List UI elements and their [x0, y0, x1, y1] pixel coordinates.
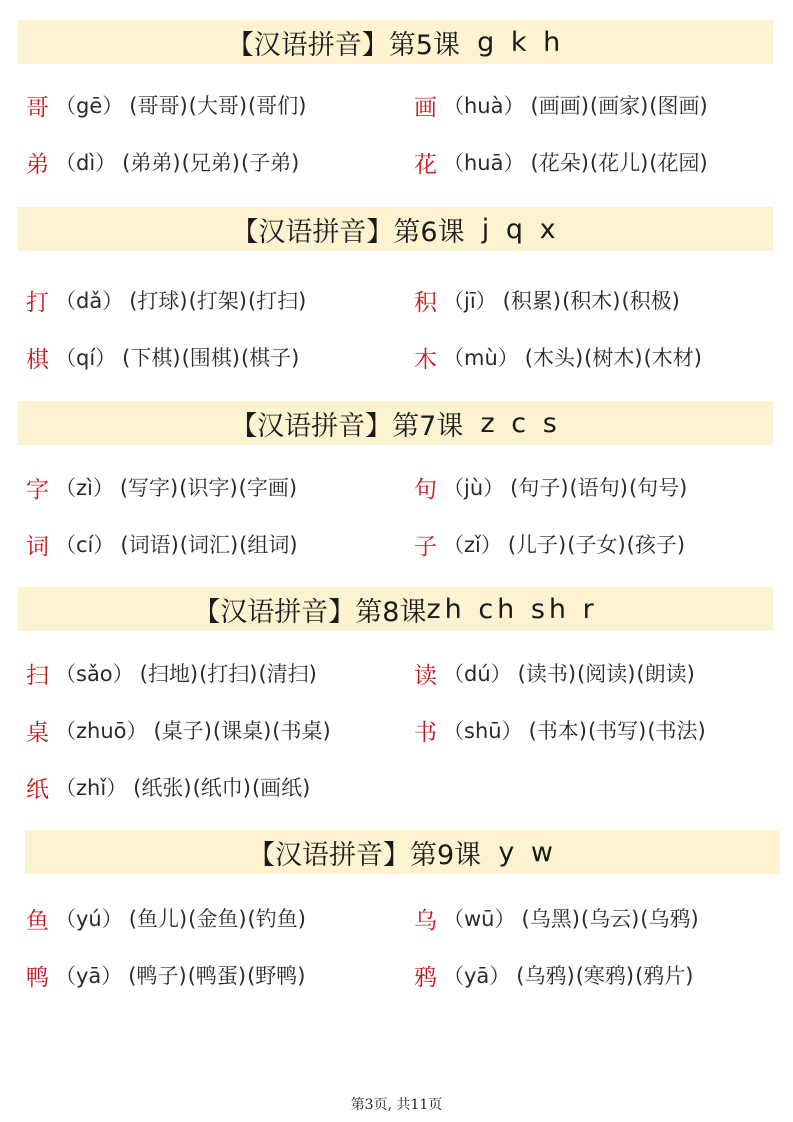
character: 积 — [414, 289, 437, 316]
word: (乌鸦) — [640, 907, 699, 931]
character-entry — [414, 656, 696, 690]
word: (鸭子) — [128, 964, 187, 988]
word: (桌子) — [153, 719, 212, 743]
word: (书写) — [587, 719, 647, 743]
pinyin: （cí） — [55, 533, 115, 557]
word: (子弟) — [240, 151, 300, 175]
character: 桌 — [26, 719, 49, 746]
character: 书 — [414, 719, 437, 746]
pinyin: （jù） — [443, 476, 505, 500]
character-entry — [414, 713, 707, 747]
word: (字画) — [238, 476, 298, 500]
word: (图画) — [649, 94, 708, 118]
word: (打扫) — [199, 662, 258, 686]
word: (花儿) — [589, 151, 649, 175]
lesson-letters: g k h — [477, 26, 565, 58]
pinyin: （sǎo） — [55, 662, 134, 686]
word: (语句) — [569, 476, 628, 500]
character: 读 — [414, 662, 437, 689]
word: (鸦片) — [635, 964, 694, 988]
word: (书桌) — [272, 719, 331, 743]
word: (清扫) — [258, 662, 317, 686]
character-entry — [26, 340, 300, 374]
pinyin: （qí） — [55, 346, 117, 370]
pinyin: （mù） — [443, 346, 519, 370]
lesson-header — [18, 401, 773, 445]
pinyin: （huà） — [443, 94, 525, 118]
word: (金鱼) — [188, 907, 247, 931]
word: (打架) — [188, 289, 247, 313]
word: (读书) — [517, 662, 577, 686]
pinyin: （huā） — [443, 151, 525, 175]
word: (画家) — [589, 94, 649, 118]
word: (大哥) — [188, 94, 248, 118]
lesson-letters: j q x — [481, 213, 560, 245]
word: (哥们) — [248, 94, 307, 118]
character-entry — [26, 770, 311, 804]
character-entry — [414, 470, 688, 504]
word: (树木) — [584, 346, 643, 370]
word: (鱼儿) — [128, 907, 188, 931]
character: 句 — [414, 476, 437, 503]
word: (弟弟) — [122, 151, 181, 175]
word: (课桌) — [212, 719, 272, 743]
word: (寒鸦) — [575, 964, 635, 988]
character-entry — [414, 88, 709, 122]
word: (积极) — [621, 289, 680, 313]
character: 鸭 — [26, 964, 49, 991]
pinyin: （zì） — [55, 476, 114, 500]
character-entry — [414, 340, 703, 374]
word: (围棋) — [181, 346, 240, 370]
word: (兄弟) — [181, 151, 240, 175]
word: (句号) — [628, 476, 688, 500]
word: (木头) — [524, 346, 584, 370]
word: (打球) — [129, 289, 188, 313]
pinyin: （dǎ） — [55, 289, 124, 313]
character-entry — [26, 958, 306, 992]
word: (词语) — [120, 533, 179, 557]
character-entry — [414, 283, 681, 317]
word: (朗读) — [636, 662, 695, 686]
pinyin: （shū） — [443, 719, 523, 743]
word: (画画) — [530, 94, 589, 118]
character: 打 — [26, 289, 49, 316]
lesson-title: 【汉语拼音】第9课 — [247, 839, 482, 871]
word: (积木) — [562, 289, 621, 313]
character-entry — [26, 283, 307, 317]
word: (木材) — [643, 346, 702, 370]
character-entry — [26, 470, 298, 504]
character-entry — [26, 527, 299, 561]
character-entry — [414, 145, 709, 179]
word: (词汇) — [179, 533, 239, 557]
word: (儿子) — [507, 533, 567, 557]
word: (野鸭) — [247, 964, 306, 988]
lesson-header — [18, 20, 773, 64]
word: (花朵) — [530, 151, 589, 175]
character-entry — [414, 958, 694, 992]
character: 棋 — [26, 346, 49, 373]
character-entry — [26, 145, 300, 179]
lesson-letters: z c s — [480, 407, 561, 439]
word: (识字) — [179, 476, 238, 500]
word: (乌鸦) — [516, 964, 575, 988]
pinyin: （yā） — [443, 964, 511, 988]
word: (孩子) — [626, 533, 686, 557]
word: (积累) — [502, 289, 562, 313]
lesson-header — [25, 830, 780, 874]
word: (哥哥) — [129, 94, 188, 118]
character-entry — [26, 901, 307, 935]
pinyin: （yā） — [55, 964, 123, 988]
character: 词 — [26, 533, 49, 560]
pinyin: （dú） — [443, 662, 512, 686]
word: (子女) — [567, 533, 626, 557]
pinyin: （yú） — [55, 907, 123, 931]
word: (鸭蛋) — [187, 964, 247, 988]
pinyin: （zǐ） — [443, 533, 502, 557]
word: (句子) — [510, 476, 569, 500]
character: 画 — [414, 94, 437, 121]
word: (花园) — [649, 151, 708, 175]
character: 鱼 — [26, 907, 49, 934]
character: 木 — [414, 346, 437, 373]
pinyin: （dì） — [55, 151, 117, 175]
word: (书本) — [528, 719, 587, 743]
lesson-letters: y w — [498, 836, 557, 868]
pinyin: （zhǐ） — [55, 776, 128, 800]
lesson-title: 【汉语拼音】第5课 — [226, 29, 460, 61]
pinyin: （gē） — [55, 94, 124, 118]
lesson-header — [18, 587, 773, 631]
character-entry — [26, 88, 307, 122]
character-entry — [414, 901, 700, 935]
character: 纸 — [26, 776, 49, 803]
character-entry — [26, 656, 318, 690]
pinyin: （zhuō） — [55, 719, 148, 743]
character: 扫 — [26, 662, 49, 689]
word: (乌黑) — [521, 907, 580, 931]
character: 乌 — [414, 907, 437, 934]
character: 花 — [414, 151, 437, 178]
lesson-title: 【汉语拼音】第8课 — [193, 596, 427, 628]
word: (扫地) — [139, 662, 199, 686]
character: 字 — [26, 476, 49, 503]
character: 哥 — [26, 94, 49, 121]
pinyin: （wū） — [443, 907, 516, 931]
word: (阅读) — [577, 662, 636, 686]
lesson-title: 【汉语拼音】第6课 — [231, 216, 465, 248]
word: (纸张) — [133, 776, 192, 800]
word: (组词) — [239, 533, 298, 557]
word: (钓鱼) — [247, 907, 306, 931]
word: (打扫) — [247, 289, 307, 313]
word: (棋子) — [240, 346, 300, 370]
word: (写字) — [119, 476, 179, 500]
character: 子 — [414, 533, 437, 560]
pinyin: （jī） — [443, 289, 497, 313]
word: (书法) — [647, 719, 706, 743]
page-number: 第3页, 共11页 — [350, 1097, 443, 1113]
lesson-title: 【汉语拼音】第7课 — [230, 410, 464, 442]
word: (乌云) — [580, 907, 640, 931]
lesson-letters: zh ch sh r — [426, 593, 598, 625]
character: 鸦 — [414, 964, 437, 991]
character: 弟 — [26, 151, 49, 178]
character-entry — [414, 527, 686, 561]
lesson-header — [18, 207, 773, 251]
word: (画纸) — [251, 776, 311, 800]
word: (下棋) — [122, 346, 181, 370]
character-entry — [26, 713, 332, 747]
word: (纸巾) — [192, 776, 251, 800]
